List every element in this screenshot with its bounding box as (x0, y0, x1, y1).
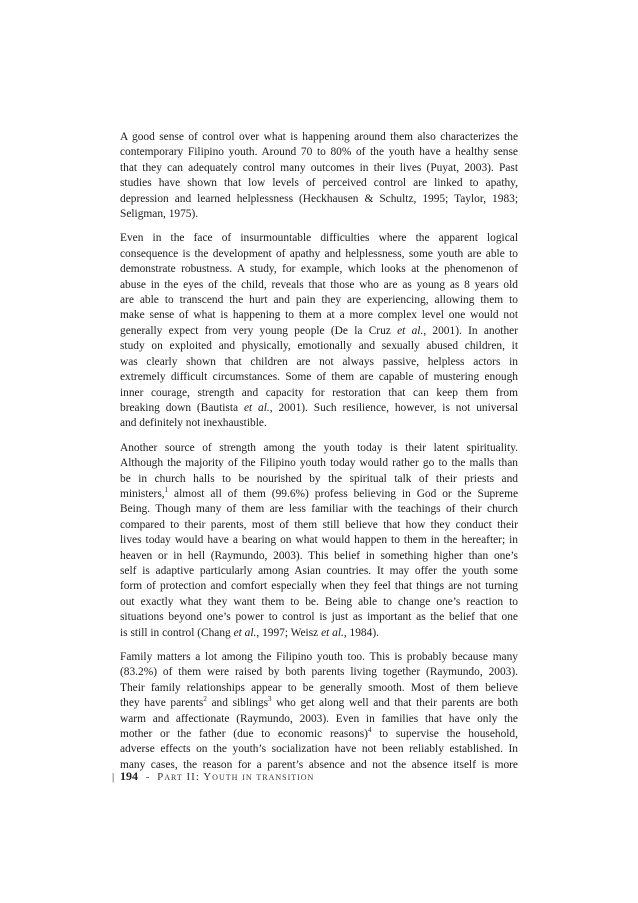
text-line: studies have shown that low levels of perceived control are linked to apathy, (120, 177, 518, 190)
text-line: heaven or in hell (Raymundo, 2003). This belief in something higher than one’s (120, 549, 518, 562)
paragraph-family (120, 650, 518, 773)
text-line: Their family relationships appear to be generally smooth. Most of them believe (120, 681, 518, 694)
text-line: inner courage, strength and capacity for restoration that can keep them from (120, 386, 518, 399)
text-line: Although the majority of the Filipino youth today would rather go to the malls than (120, 457, 518, 470)
text-line: make sense of what is happening to them at a more complex level one would not (120, 309, 518, 322)
text-line: compared to their parents, most of them still believe that how they conduct their (120, 518, 518, 531)
text-line: and definitely not inexhaustible. (120, 417, 267, 430)
section-title: Part II: Youth in transition (157, 771, 315, 783)
text-line: A good sense of control over what is happening around them also characterizes the (120, 131, 518, 143)
text-line: contemporary Filipino youth. Around 70 to 80% of the youth have a healthy sense (120, 146, 518, 159)
text-line: situations beyond one’s power to control is just as important as the belief that one (120, 611, 518, 624)
footer-separator: - (145, 771, 150, 783)
text-line: abuse in the eyes of the child, reveals that those who are as young as 8 years old (120, 278, 518, 291)
text-line: Family matters a lot among the Filipino youth too. This is probably because many (120, 651, 518, 663)
text-line: depression and learned helplessness (Heckhausen & Schultz, 1995; Taylor, 1983; (120, 192, 518, 205)
text-line: is still in control (Chang et al., 1997; Weisz et al., 1984). (120, 626, 379, 639)
paragraph-spirituality (120, 441, 518, 641)
text-line: self is adaptive particularly among Asian countries. It may offer the youth some (120, 564, 518, 577)
paragraph-robustness (120, 231, 518, 431)
text-line: demonstrate robustness. A study, for example, which looks at the phenomenon of (120, 263, 518, 276)
text-line: adverse effects on the youth’s socialization have not been reliably established. In (120, 743, 518, 756)
text-line: breaking down (Bautista et al., 2001). Such resilience, however, is not universal (120, 401, 518, 414)
text-line: form of protection and comfort especially when they feel that things are not turning (120, 580, 518, 593)
footer-bar: | (112, 771, 115, 783)
text-line: lives today would have a bearing on what would happen to them in the hereafter; in (120, 534, 518, 547)
text-line: Another source of strength among the youth today is their latent spirituality. (120, 441, 518, 454)
text-line: extremely difficult circumstances. Some of them are capable of mustering enough (120, 371, 518, 384)
body-text (120, 130, 518, 782)
text-line: mother or the father (due to economic reasons)$^4$ to supervise the household, (120, 726, 518, 741)
text-line: Even in the face of insurmountable difficulties where the apparent logical (120, 232, 518, 245)
paragraph-control (120, 130, 518, 222)
text-line: are able to transcend the hurt and pain they are experiencing, allowing them to (120, 294, 518, 307)
text-line: consequence is the development of apathy and helplessness, some youth are able to (120, 247, 518, 260)
text-line: (83.2%) of them were raised by both parents living together (Raymundo, 2003). (120, 666, 518, 679)
page-number: 194 (119, 769, 138, 783)
text-line: Seligman, 1975). (120, 208, 199, 221)
page-footer (112, 769, 314, 784)
text-line: that they can adequately control many outcomes in their lives (Puyat, 2003). Past (120, 161, 518, 174)
text-line: out exactly what they want them to be. Being able to change one’s reaction to (120, 595, 518, 608)
text-line: ministers,$^1$ almost all of them (99.6%) profess believing in God or the Supreme (120, 486, 518, 500)
text-line: they have parents$^2$ and siblings$^3$ who get along well and that their parents are both (120, 695, 519, 710)
text-line: study on exploited and physically, emotionally and sexually abused children, it (120, 340, 518, 353)
text-line: many cases, the reason for a parent’s absence and not the absence itself is more (120, 758, 518, 771)
text-line: Being. Though many of them are less familiar with the teachings of their church (120, 503, 518, 516)
text-line: was clearly shown that children are not always passive, helpless actors in (120, 355, 518, 368)
text-line: generally expect from very young people (De la Cruz et al., 2001). In another (120, 324, 519, 337)
text-line: warm and affectionate (Raymundo, 2003). Even in families that have only the (120, 712, 518, 725)
text-line: be in church halls to be nourished by the spiritual talk of their priests and (120, 472, 518, 485)
